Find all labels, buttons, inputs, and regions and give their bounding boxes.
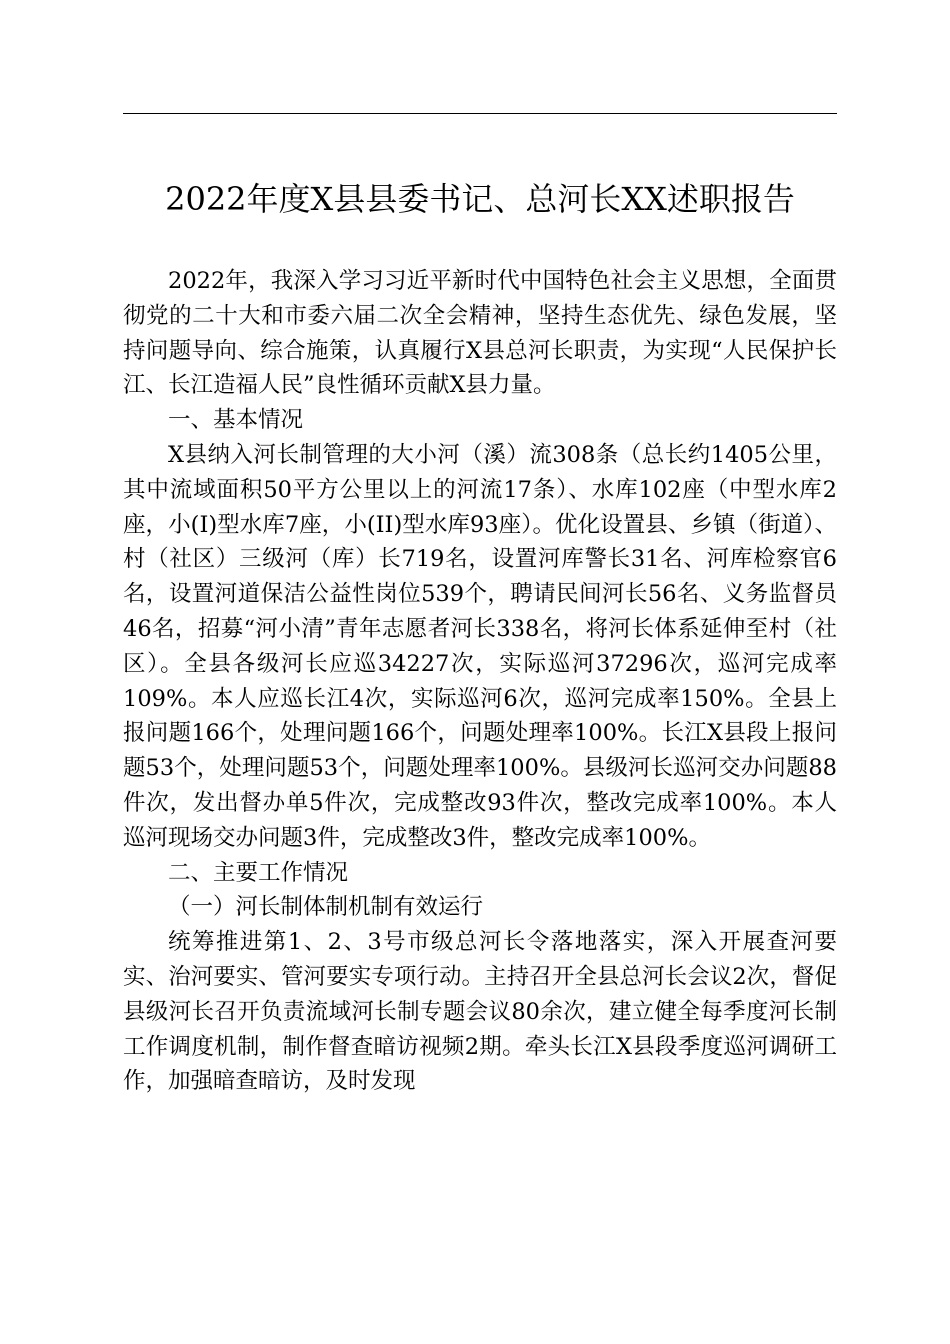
page-title: 2022年度X县县委书记、总河长XX述职报告 <box>165 180 795 218</box>
paragraph-basic-situation: X县纳入河长制管理的大小河（溪）流308条（总长约1405公里，其中流域面积50平方公里以上的河流17条）、水库102座（中型水库2座，小(I)型水库7座，小(II)型水库93座）。优化设置县、乡镇（街道）、村（社区）三级河（库）长719名，设置河库警长31名、河库检察官6名，设置河道保洁公益性岗位539个，聘请民间河长56名、义务监督员46名，招募“河小清”青年志愿者河长338名，将河长体系延伸至村（社区）。全县各级河长应巡34227次，实际巡河37296次，巡河完成率109%。本人应巡长江4次，实际巡河6次，巡河完成率150%。全县上报问题166个，处理问题166个，问题处理率100%。长江X县段上报问题53个，处理问题53个，问题处理率100%。县级河长巡河交办问题88件次，发出督办单5件次，完成整改93件次，整改完成率100%。本人巡河现场交办问题3件，完成整改3件，整改完成率100%。 <box>123 441 837 851</box>
header-rule <box>123 113 837 114</box>
report-body <box>123 264 837 1099</box>
paragraph-intro: 2022年，我深入学习习近平新时代中国特色社会主义思想，全面贯彻党的二十大和市委六届二次全会精神，坚持生态优先、绿色发展，坚持问题导向、综合施策，认真履行X县总河长职责，为实现“人民保护长江、长江造福人民”良性循环贡献X县力量。 <box>123 268 837 399</box>
heading-main-work: 二、主要工作情况 <box>168 859 349 886</box>
heading-basic-situation: 一、基本情况 <box>168 407 304 434</box>
paragraph-river-chief-system: 统筹推进第1、2、3号市级总河长令落地落实，深入开展查河要实、治河要实、管河要实专项行动。主持召开全县总河长会议2次，督促县级河长召开负责流域河长制专题会议80余次，建立健全每季度河长制工作调度机制，制作督查暗访视频2期。牵头长江X县段季度巡河调研工作，加强暗查暗访，及时发现 <box>123 929 837 1095</box>
subheading-river-chief-system: （一）河长制体制机制有效运行 <box>168 894 484 921</box>
